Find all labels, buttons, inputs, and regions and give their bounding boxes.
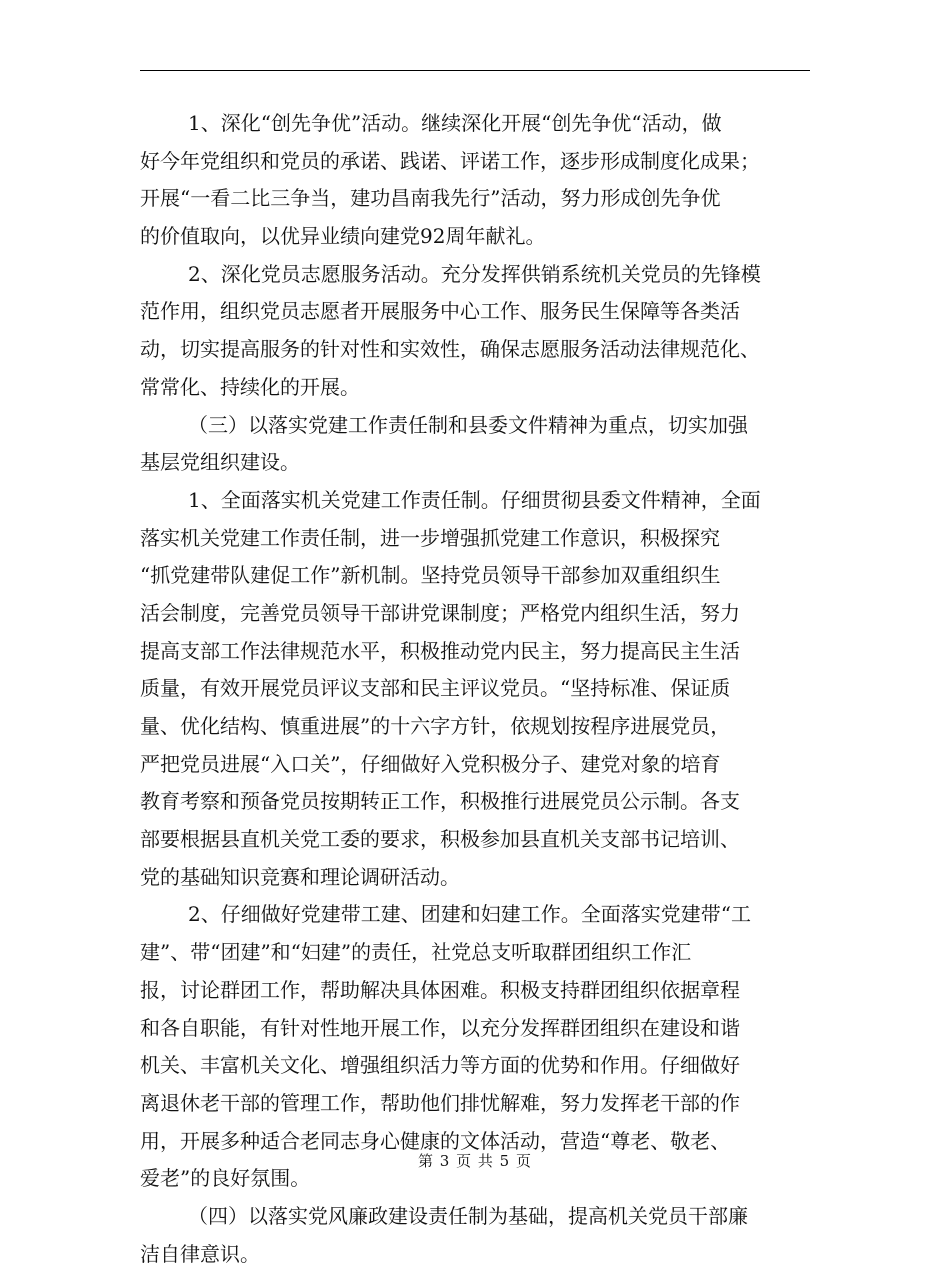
text-line: 机关、丰富机关文化、增强组织活力等方面的优势和作用。仔细做好 [140, 1053, 740, 1078]
text-line: 党的基础知识竞赛和理论调研活动。 [140, 864, 460, 889]
text-line: 量、优化结构、慎重进展”的十六字方针，依规划按程序进展党员， [140, 714, 731, 738]
text-line: 活会制度，完善党员领导干部讲党课制度；严格党内组织生活，努力 [140, 600, 740, 625]
text-line: （三）以落实党建工作责任制和县委文件精神为重点，切实加强 [188, 412, 748, 437]
text-line: 建”、带“团建”和“妇建”的责任，社党总支听取群团组织工作汇 [140, 940, 692, 965]
text-line: 开展“一看二比三争当，建功昌南我先行”活动，努力形成创先争优 [140, 186, 721, 211]
text-line: 质量，有效开展党员评议支部和民主评议党员。“坚持标准、保证质 [140, 676, 731, 701]
text-line: 1、全面落实机关党建工作责任制。仔细贯彻县委文件精神，全面 [188, 487, 761, 512]
text-line: 1、深化“创先争优”活动。继续深化开展“创先争优“活动，做 [188, 111, 722, 135]
text-line: 报，讨论群团工作，帮助解决具体困难。积极支持群团组织依据章程 [140, 977, 740, 1002]
text-line: 教育考察和预备党员按期转正工作，积极推行进展党员公示制。各支 [140, 789, 740, 814]
text-line: 洁自律意识。 [140, 1241, 260, 1266]
text-line: 部要根据县直机关党工委的要求，积极参加县直机关支部书记培训、 [140, 827, 740, 852]
text-line: 落实机关党建工作责任制，进一步增强抓党建工作意识，积极探究 [140, 525, 720, 550]
text-line: 的价值取向，以优异业绩向建党92周年献礼。 [140, 224, 546, 249]
text-line: 离退休老干部的管理工作，帮助他们排忧解难，努力发挥老干部的作 [140, 1090, 740, 1115]
text-line: 范作用，组织党员志愿者开展服务中心工作、服务民生保障等各类活 [140, 299, 740, 324]
text-line: 2、仔细做好党建带工建、团建和妇建工作。全面落实党建带“工 [188, 902, 751, 927]
text-line: 用，开展多种适合老同志身心健康的文体活动，营造“尊老、敬老、 [140, 1128, 731, 1153]
page-number-footer: 第 3 页 共 5 页 [418, 1152, 532, 1170]
text-line: 好今年党组织和党员的承诺、践诺、评诺工作，逐步形成制度化成果； [140, 148, 760, 173]
text-line: 常常化、持续化的开展。 [140, 374, 360, 399]
text-line: 2、深化党员志愿服务活动。充分发挥供销系统机关党员的先锋模 [188, 261, 761, 286]
text-line: 和各自职能，有针对性地开展工作，以充分发挥群团组织在建设和谐 [140, 1015, 740, 1040]
text-line: 爱老”的良好氛围。 [140, 1166, 311, 1191]
header-rule [140, 70, 810, 71]
document-body [140, 105, 810, 1273]
text-line: “抓党建带队建促工作”新机制。坚持党员领导干部参加双重组织生 [140, 563, 721, 588]
text-line: 提高支部工作法律规范水平，积极推动党内民主，努力提高民主生活 [140, 638, 740, 663]
text-line: 动，切实提高服务的针对性和实效性，确保志愿服务活动法律规范化、 [140, 337, 760, 362]
text-line: 严把党员进展“入口关”，仔细做好入党积极分子、建党对象的培育 [140, 751, 721, 776]
text-line: （四）以落实党风廉政建设责任制为基础，提高机关党员干部廉 [188, 1203, 748, 1228]
text-line: 基层党组织建设。 [140, 450, 300, 475]
